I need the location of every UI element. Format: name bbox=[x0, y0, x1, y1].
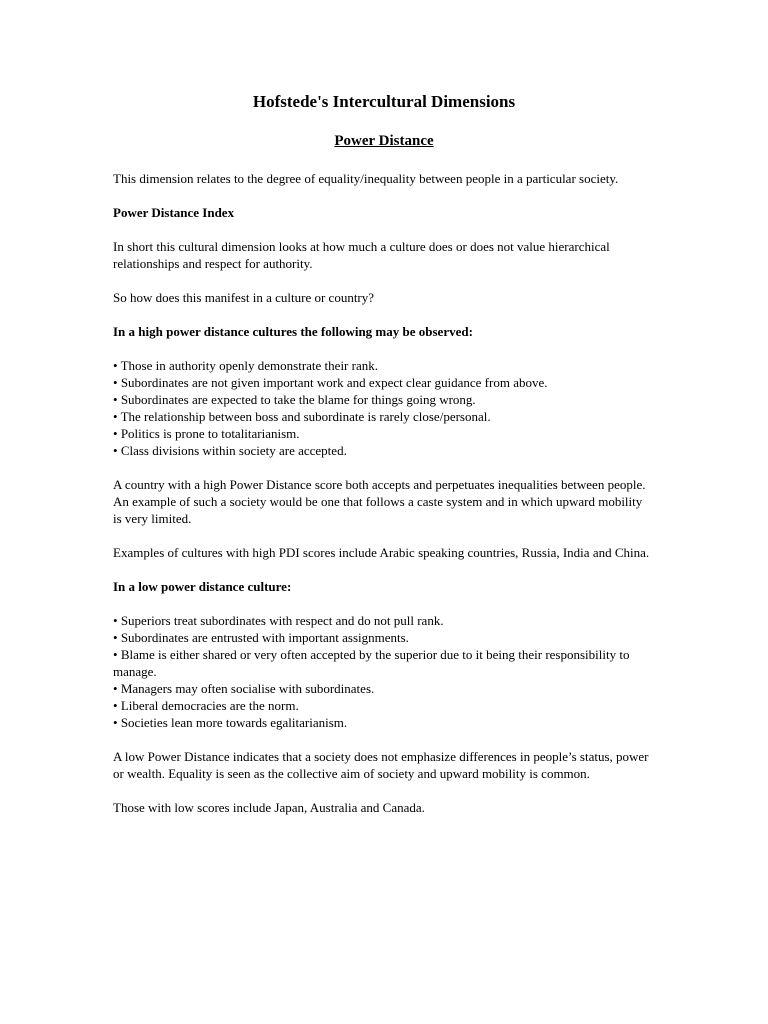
bullet-glyph: • bbox=[113, 630, 121, 645]
list-item bbox=[113, 357, 653, 374]
bullet-glyph: • bbox=[113, 358, 121, 373]
low-pd-heading: In a low power distance culture: bbox=[113, 579, 292, 594]
bullet-glyph: • bbox=[113, 375, 121, 390]
pdi-heading: Power Distance Index bbox=[113, 205, 235, 220]
bullet-glyph: • bbox=[113, 613, 121, 628]
list-item-text: Politics is prone to totalitarianism. bbox=[120, 426, 300, 441]
list-item bbox=[113, 408, 653, 425]
list-item bbox=[113, 680, 653, 697]
list-item-text: Those in authority openly demonstrate their rank. bbox=[120, 358, 378, 373]
bullet-glyph: • bbox=[113, 715, 121, 730]
bullet-glyph: • bbox=[113, 647, 121, 662]
list-item bbox=[113, 612, 653, 629]
list-item-text: Superiors treat subordinates with respect and do not pull rank. bbox=[120, 613, 444, 628]
high-pd-list bbox=[113, 357, 653, 459]
list-item-text: Class divisions within society are accepted. bbox=[120, 443, 347, 458]
low-pd-examples: Those with low scores include Japan, Australia and Canada. bbox=[113, 800, 425, 815]
bullet-glyph: • bbox=[113, 443, 121, 458]
pdi-paragraph: In short this cultural dimension looks at how much a culture does or does not value hierarchical relationships and respect for authority. bbox=[113, 239, 610, 271]
list-item-text: The relationship between boss and subordinate is rarely close/personal. bbox=[120, 409, 491, 424]
question-paragraph: So how does this manifest in a culture or country? bbox=[113, 290, 375, 305]
low-pd-paragraph: A low Power Distance indicates that a society does not emphasize differences in people’s status, power or wealth. Equality is seen as the collective aim of society and upward mobility is common. bbox=[113, 749, 649, 781]
bullet-glyph: • bbox=[113, 426, 121, 441]
list-item bbox=[113, 697, 653, 714]
list-item-text: Subordinates are entrusted with important assignments. bbox=[120, 630, 409, 645]
bullet-glyph: • bbox=[113, 698, 121, 713]
list-item-text: Subordinates are not given important work and expect clear guidance from above. bbox=[120, 375, 548, 390]
list-item-text: Subordinates are expected to take the blame for things going wrong. bbox=[120, 392, 476, 407]
high-pd-examples: Examples of cultures with high PDI scores include Arabic speaking countries, Russia, India and China. bbox=[113, 545, 650, 560]
list-item bbox=[113, 391, 653, 408]
list-item bbox=[113, 425, 653, 442]
list-item-text: Blame is either shared or very often accepted by the superior due to it being their responsibility to manage. bbox=[113, 647, 630, 679]
bullet-glyph: • bbox=[113, 681, 121, 696]
bullet-glyph: • bbox=[113, 409, 121, 424]
list-item bbox=[113, 442, 653, 459]
list-item bbox=[113, 714, 653, 731]
document-title: Hofstede's Intercultural Dimensions bbox=[252, 92, 516, 111]
high-pd-paragraph: A country with a high Power Distance score both accepts and perpetuates inequalities between people. An example of such a society would be one that follows a caste system and in which upward mobility is very limited. bbox=[113, 477, 646, 526]
list-item bbox=[113, 374, 653, 391]
list-item-text: Societies lean more towards egalitarianism. bbox=[120, 715, 348, 730]
high-pd-heading: In a high power distance cultures the following may be observed: bbox=[113, 324, 473, 339]
list-item-text: Liberal democracies are the norm. bbox=[120, 698, 299, 713]
bullet-glyph: • bbox=[113, 392, 121, 407]
intro-paragraph: This dimension relates to the degree of equality/inequality between people in a particular society. bbox=[113, 171, 619, 186]
list-item-text: Managers may often socialise with subordinates. bbox=[120, 681, 375, 696]
list-item bbox=[113, 646, 653, 680]
list-item bbox=[113, 629, 653, 646]
document-body bbox=[113, 170, 653, 833]
low-pd-list bbox=[113, 612, 653, 731]
section-heading: Power Distance bbox=[334, 133, 434, 149]
